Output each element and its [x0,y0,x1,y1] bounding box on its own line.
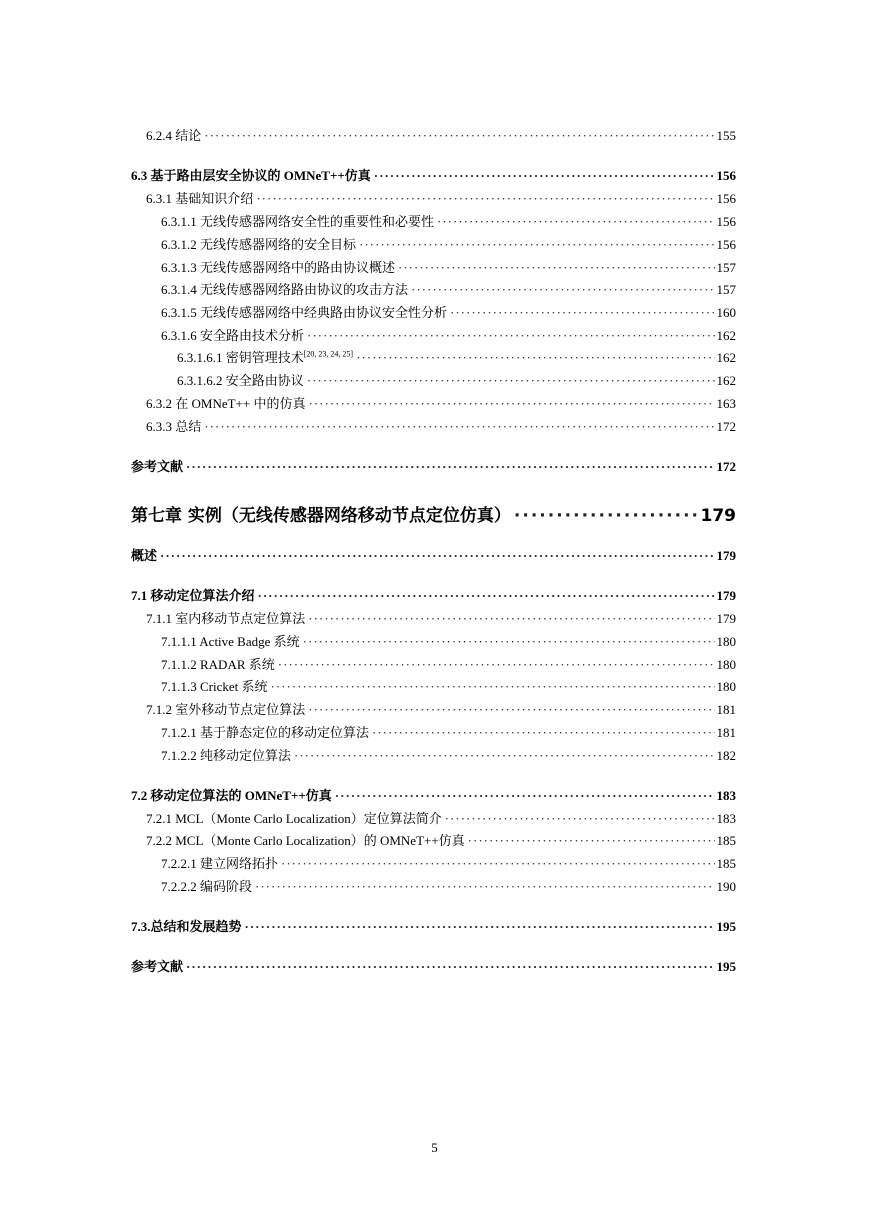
toc-dot-leader [294,748,714,764]
toc-dot-leader [308,396,714,412]
toc-entry[interactable] [146,833,736,849]
toc-dot-leader [303,634,715,650]
toc-entry[interactable] [161,725,736,741]
toc-entry-title: 参考文献 [131,459,184,474]
toc-entry[interactable] [161,634,736,650]
toc-entry[interactable] [131,959,736,975]
toc-dot-leader [271,679,715,695]
page-number: 5 [431,1140,438,1155]
toc-entry-title: 6.3.1 基础知识介绍 [146,191,254,206]
toc-dot-leader [204,128,714,144]
toc-entry-page: 195 [716,919,736,934]
toc-entry-title: 7.1 移动定位算法介绍 [131,588,255,603]
toc-entry-title: 6.3.1.6.2 安全路由协议 [177,373,304,388]
toc-entry-title: 6.3.1.6.1 密钥管理技术[20, 23, 24, 25] [177,349,354,365]
toc-dot-leader [281,856,714,872]
toc-entry[interactable] [161,282,736,298]
toc-entry-title: 6.3 基于路由层安全协议的 OMNeT++仿真 [131,168,371,183]
toc-entry[interactable] [131,459,736,475]
toc-entry-title: 7.1.1.3 Cricket 系统 [161,679,268,694]
toc-entry[interactable] [161,748,736,764]
toc-entry-page: 190 [716,879,736,894]
toc-entry-title: 6.3.2 在 OMNeT++ 中的仿真 [146,396,306,411]
toc-entry-title: 参考文献 [131,959,184,974]
toc-entry[interactable] [177,373,736,389]
toc-entry-page: 172 [716,419,736,434]
toc-entry-page: 162 [716,350,736,365]
toc-entry-page: 185 [716,856,736,871]
toc-dot-leader [372,725,714,741]
toc-entry[interactable] [161,328,736,344]
toc-entry-title: 7.1.2.2 纯移动定位算法 [161,748,292,763]
toc-entry-title: 第七章 实例（无线传感器网络移动节点定位仿真） [131,506,511,526]
toc-entry-page: 163 [716,396,736,411]
toc-entry-title: 6.3.3 总结 [146,419,202,434]
toc-entry-title: 6.3.1.6 安全路由技术分析 [161,328,305,343]
toc-entry[interactable] [131,168,736,184]
toc-entry-title: 6.3.1.1 无线传感器网络安全性的重要性和必要性 [161,214,435,229]
toc-entry-page: 162 [716,328,736,343]
toc-dot-leader [359,237,714,253]
toc-entry-page: 156 [716,168,736,183]
toc-entry[interactable] [161,679,736,695]
toc-dot-leader [307,328,714,344]
toc-entry-page: 179 [716,611,736,626]
toc-entry-title: 7.1.1 室内移动节点定位算法 [146,611,306,626]
toc-entry[interactable] [161,260,736,276]
toc-dot-leader [308,611,714,627]
toc-dot-leader [445,811,715,827]
toc-entry-page: 185 [716,833,736,848]
toc-entry[interactable] [161,856,736,872]
toc-entry[interactable] [161,214,736,230]
toc-entry[interactable] [146,811,736,827]
toc-entry[interactable] [131,788,736,804]
toc-entry-page: 160 [716,305,736,320]
toc-entry-title: 6.3.1.2 无线传感器网络的安全目标 [161,237,357,252]
toc-entry-page: 157 [716,282,736,297]
toc-dot-leader [514,505,699,527]
toc-entry-page: 180 [716,657,736,672]
toc-dot-leader [186,459,714,475]
toc-entry-page: 156 [716,214,736,229]
toc-entry[interactable] [161,237,736,253]
toc-entry[interactable] [146,396,736,412]
toc-entry-citation: [20, 23, 24, 25] [303,349,354,359]
toc-entry-page: 156 [716,191,736,206]
toc-entry-page: 183 [716,811,736,826]
toc-dot-leader [450,305,714,321]
toc-entry-title: 7.1.1.1 Active Badge 系统 [161,634,300,649]
toc-entry-page: 179 [716,548,736,563]
toc-entry[interactable] [146,702,736,718]
toc-entry-title: 6.3.1.3 无线传感器网络中的路由协议概述 [161,260,396,275]
toc-entry[interactable] [131,919,736,935]
toc-entry-title: 7.1.2.1 基于静态定位的移动定位算法 [161,725,370,740]
toc-dot-leader [398,260,714,276]
toc-dot-leader [356,350,714,366]
toc-entry-title: 7.3.总结和发展趋势 [131,919,242,934]
toc-dot-leader [437,214,714,230]
toc-dot-leader [307,373,715,389]
toc-entry-page: 181 [716,725,736,740]
toc-entry-page: 180 [716,634,736,649]
toc-dot-leader [258,588,715,604]
toc-entry-page: 181 [716,702,736,717]
toc-entry-title: 7.2.1 MCL（Monte Carlo Localization）定位算法简介 [146,811,442,826]
toc-entry-page: 183 [716,788,736,803]
toc-dot-leader [160,548,714,564]
toc-entry[interactable] [161,657,736,673]
toc-chapter-entry[interactable] [131,505,736,527]
toc-entry-title: 7.2 移动定位算法的 OMNeT++仿真 [131,788,332,803]
toc-entry-title: 6.3.1.4 无线传感器网络路由协议的攻击方法 [161,282,409,297]
toc-entry-page: 195 [716,959,736,974]
toc-entry-title: 7.2.2.1 建立网络拓扑 [161,856,279,871]
toc-entry-page: 179 [700,506,736,526]
toc-dot-leader [256,191,714,207]
toc-entry-page: 162 [716,373,736,388]
toc-entry-page: 179 [716,588,736,603]
toc-entry-page: 157 [716,260,736,275]
toc-entry-page: 180 [716,679,736,694]
toc-dot-leader [204,419,714,435]
toc-entry[interactable] [146,191,736,207]
toc-dot-leader [411,282,714,298]
toc-entry-title: 7.2.2.2 编码阶段 [161,879,253,894]
toc-entry[interactable] [146,128,736,144]
toc-entry-title: 6.3.1.5 无线传感器网络中经典路由协议安全性分析 [161,305,448,320]
toc-dot-leader [335,788,715,804]
toc-entry-page: 182 [716,748,736,763]
toc-entry[interactable] [177,350,736,366]
toc-entry-title: 6.2.4 结论 [146,128,202,143]
toc-entry-title: 7.1.2 室外移动节点定位算法 [146,702,306,717]
toc-entry-page: 172 [716,459,736,474]
toc-entry-title: 概述 [131,548,158,563]
toc-dot-leader [186,959,714,975]
toc-entry-page: 155 [716,128,736,143]
toc-dot-leader [255,879,714,895]
toc-entry[interactable] [131,548,736,564]
toc-dot-leader [245,919,715,935]
toc-dot-leader [468,833,715,849]
toc-dot-leader [308,702,714,718]
toc-dot-leader [374,168,715,184]
toc-entry-page: 156 [716,237,736,252]
toc-entry[interactable] [146,611,736,627]
toc-entry[interactable] [146,419,736,435]
toc-entry[interactable] [161,305,736,321]
toc-entry[interactable] [161,879,736,895]
toc-dot-leader [278,657,715,673]
toc-entry[interactable] [131,588,736,604]
toc-entry-title: 7.2.2 MCL（Monte Carlo Localization）的 OMNeT++仿真 [146,833,465,848]
toc-entry-title: 7.1.1.2 RADAR 系统 [161,657,275,672]
